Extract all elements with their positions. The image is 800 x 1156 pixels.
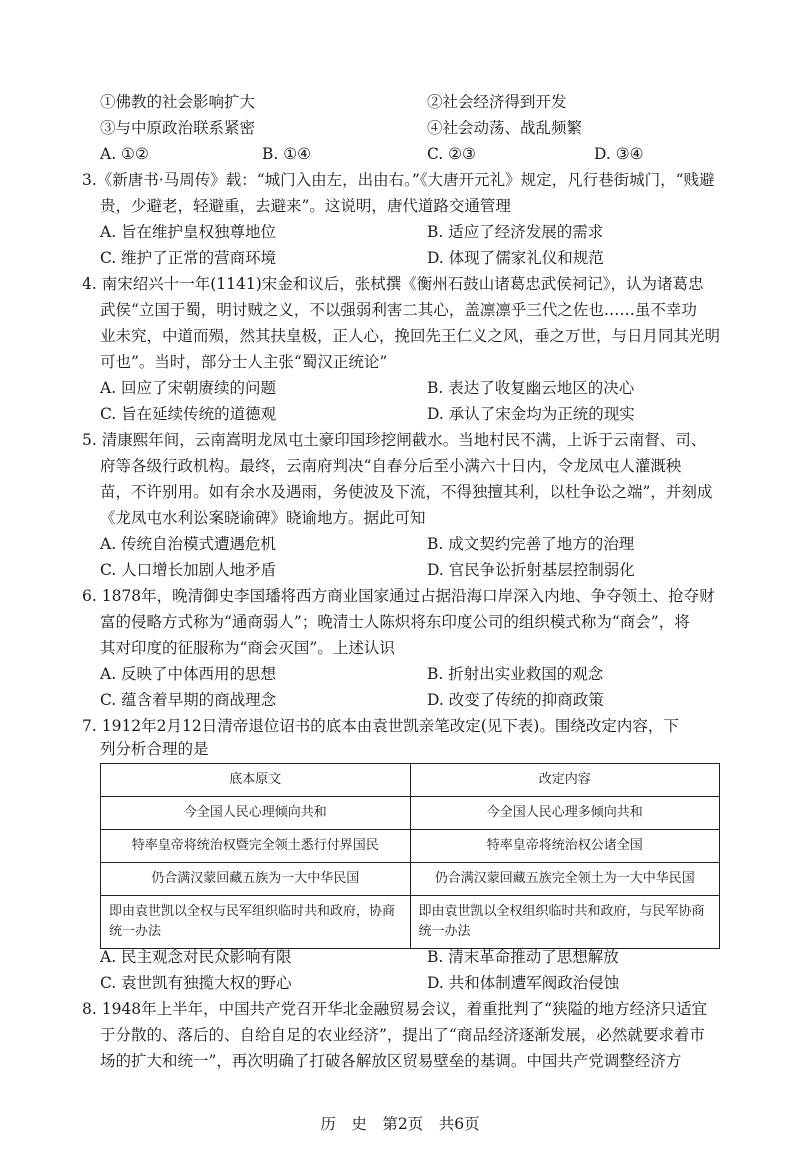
q7-stem-line-2: 列分析合理的是 [100,740,209,758]
table-cell: 今全国人民心理倾向共和 [101,797,411,830]
q5-option-d[interactable]: D. 官民争讼折射基层控制弱化 [427,561,635,579]
q4-option-d[interactable]: D. 承认了宋金均为正统的现实 [427,405,635,423]
q5-stem-line-3: 苗，不许别用。如有余水及遇雨，务使波及下流，不得独擅其利，以杜争讼之端”，并刻成 [100,483,713,501]
q7-stem-line-1: 7. 1912年2月12日清帝退位诏书的底本由袁世凯亲笔改定(见下表)。围绕改定内容，下 [82,717,679,735]
q8-stem-line-2: 于分散的、落后的、自给自足的农业经济”，提出了“商品经济逐渐发展，必然就要求着市 [100,1026,705,1044]
table-cell: 即由袁世凯以全权与民军组织临时共和政府，协商统一办法 [101,896,411,949]
q6-stem-line-1: 6. 1878年，晚清御史李国璠将西方商业国家通过占据沿海口岸深入内地、争夺领土、抢夺财 [82,587,715,605]
q7-option-b[interactable]: B. 清末革命推动了思想解放 [427,948,619,966]
q7-option-a[interactable]: A. 民主观念对民众影响有限 [100,948,292,966]
table-header-original: 底本原文 [101,764,411,797]
q2-option-c[interactable]: C. ②③ [427,145,476,163]
q2-statement-2: ②社会经济得到开发 [427,93,567,111]
table-row [101,896,720,949]
table-cell: 今全国人民心理多倾向共和 [410,797,720,830]
q4-stem-line-1: 4. 南宋绍兴十一年(1141)宋金和议后，张栻撰《衡州石鼓山诸葛忠武侯祠记》，认为诸葛忠 [82,275,704,293]
q4-stem-line-4: 可也”。当时，部分士人主张“蜀汉正统论” [100,353,388,371]
q6-stem-line-2: 富的侵略方式称为“通商弱人”；晚清士人陈炽将东印度公司的组织模式称为“商会”，将 [100,613,690,631]
table-row [101,863,720,896]
table-cell: 即由袁世凯以全权组织临时共和政府，与民军协商统一办法 [410,896,720,949]
q3-option-c[interactable]: C. 维护了正常的营商环境 [100,249,277,267]
q4-option-b[interactable]: B. 表达了收复幽云地区的决心 [427,379,635,397]
q4-option-c[interactable]: C. 旨在延续传统的道德观 [100,405,277,423]
q6-option-a[interactable]: A. 反映了中体西用的思想 [100,665,277,683]
q7-option-c[interactable]: C. 袁世凯有独揽大权的野心 [100,974,292,992]
q2-statement-3: ③与中原政治联系紧密 [100,119,256,137]
q4-stem-line-2: 武侯“立国于蜀，明讨贼之义，不以强弱利害二其心，盖凛凛乎三代之佐也……虽不幸功 [100,301,697,319]
q5-option-a[interactable]: A. 传统自治模式遭遇危机 [100,535,277,553]
q3-option-d[interactable]: D. 体现了儒家礼仪和规范 [427,249,604,267]
q7-option-d[interactable]: D. 共和体制遭军阀政治侵蚀 [427,974,620,992]
q6-stem-line-3: 其对印度的征服称为“商会灭国”。上述认识 [100,639,395,657]
q6-option-c[interactable]: C. 蕴含着早期的商战理念 [100,691,277,709]
q5-stem-line-2: 府等各级行政机构。最终，云南府判决“自春分后至小满六十日内，令龙凤屯人灌溉秧 [100,457,682,475]
table-row [101,797,720,830]
q3-option-b[interactable]: B. 适应了经济发展的需求 [427,223,604,241]
q2-statement-1: ①佛教的社会影响扩大 [100,93,256,111]
q2-statement-4: ④社会动荡、战乱频繁 [427,119,583,137]
q5-option-b[interactable]: B. 成文契约完善了地方的治理 [427,535,635,553]
q8-stem-line-1: 8. 1948年上半年，中国共产党召开华北金融贸易会议，着重批判了“狭隘的地方经济只适宜 [82,1000,708,1018]
q2-option-b[interactable]: B. ①④ [262,145,312,163]
table-cell: 仍合满汉蒙回藏五族为一大中华民国 [101,863,411,896]
q4-option-a[interactable]: A. 回应了宋朝赓续的问题 [100,379,277,397]
q2-option-d[interactable]: D. ③④ [594,145,644,163]
table-header-revised: 改定内容 [410,764,720,797]
q6-option-d[interactable]: D. 改变了传统的抑商政策 [427,691,604,709]
q3-option-a[interactable]: A. 旨在维护皇权独尊地位 [100,223,277,241]
q5-option-c[interactable]: C. 人口增长加剧人地矛盾 [100,561,277,579]
table-cell: 仍合满汉蒙回藏五族完全领土为一大中华民国 [410,863,720,896]
q2-option-a[interactable]: A. ①② [100,145,149,163]
q4-stem-line-3: 业未究，中道而殒，然其扶皇极，正人心，挽回先王仁义之风，垂之万世，与日月同其光明 [100,327,721,345]
table-row [101,830,720,863]
page-footer: 历 史 第2页 共6页 [320,1115,480,1133]
table-header-row [101,764,720,797]
q6-option-b[interactable]: B. 折射出实业救国的观念 [427,665,604,683]
q3-stem-line-2: 贵，少避老，轻避重，去避来”。这说明，唐代道路交通管理 [100,197,511,215]
q8-stem-line-3: 场的扩大和统一”，再次明确了打破各解放区贸易壁垒的基调。中国共产党调整经济方 [100,1052,682,1070]
q5-stem-line-4: 《龙凤屯水利讼案晓谕碑》晓谕地方。据此可知 [100,509,426,527]
table-cell: 特率皇帝将统治权公诸全国 [410,830,720,863]
q3-stem-line-1: 3.《新唐书·马周传》载：“城门入由左，出由右。”《大唐开元礼》规定，凡行巷街城门，“贱避 [82,171,715,189]
table-cell: 特率皇帝将统治权暨完全领土悉行付界国民 [101,830,411,863]
edit-comparison-table [100,763,720,949]
q5-stem-line-1: 5. 清康熙年间，云南嵩明龙凤屯土豪印国珍挖闸截水。当地村民不满，上诉于云南督、司、 [82,431,707,449]
